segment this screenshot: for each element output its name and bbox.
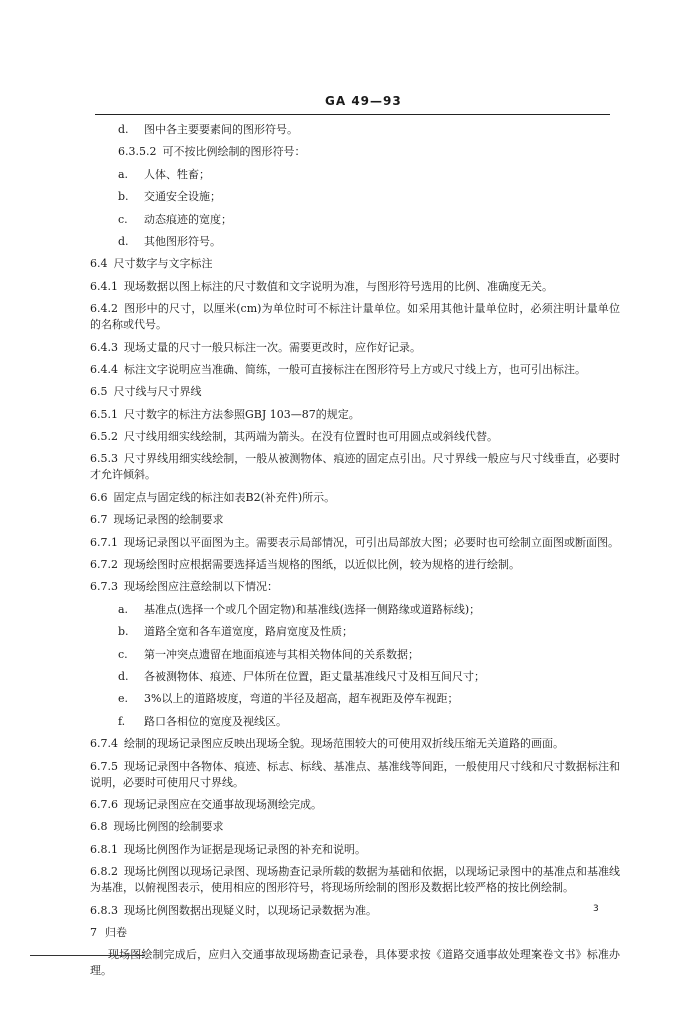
list-item — [90, 669, 620, 685]
clause-text: 尺寸数字与文字标注 — [113, 257, 213, 271]
clause-number: c. — [118, 212, 128, 226]
document-body — [90, 122, 620, 979]
clause-text: 现场比例图数据出现疑义时，以现场记录数据为准。 — [124, 903, 377, 917]
clause-number: 6.8.1 — [90, 842, 118, 856]
clause-text: 图形中的尺寸，以厘米(cm)为单位时可不标注计量单位。如采用其他计量单位时，必须注明计量单位的名称或代号。 — [90, 302, 620, 332]
clause-number: c. — [118, 647, 128, 661]
clause-number: a. — [118, 602, 129, 616]
clause — [90, 535, 620, 551]
clause — [90, 429, 620, 445]
clause-text: 尺寸数字的标注方法参照GBJ 103—87的规定。 — [124, 407, 360, 421]
clause-number: e. — [118, 692, 129, 706]
clause-text: 人体、牲畜； — [144, 167, 210, 181]
clause-number: 6.5.2 — [90, 430, 118, 444]
list-item — [90, 167, 620, 183]
clause — [90, 842, 620, 858]
clause-text: 现场比例图的绘制要求 — [113, 820, 224, 834]
clause-text: 标注文字说明应当准确、简练，一般可直接标注在图形符号上方或尺寸线上方，也可引出标注。 — [124, 362, 586, 376]
clause-number: d. — [118, 234, 129, 248]
clause-text: 3%以上的道路坡度，弯道的半径及超高，超车视距及停车视距； — [144, 692, 459, 706]
clause — [90, 279, 620, 295]
clause-number: 6.7.5 — [90, 759, 118, 773]
clause-number: 6.7.4 — [90, 737, 118, 751]
clause — [90, 903, 620, 919]
clause — [90, 797, 620, 813]
clause — [90, 144, 620, 160]
clause-number: d. — [118, 123, 129, 136]
clause-number: b. — [118, 625, 129, 639]
page-header — [95, 94, 610, 115]
clause-text: 尺寸界线用细实线绘制，一般从被测物体、痕迹的固定点引出。尺寸界线一般应与尺寸线垂直，必要时才允许倾斜。 — [90, 452, 620, 482]
clause-number: 7 — [90, 925, 97, 939]
clause — [90, 362, 620, 378]
clause — [90, 864, 620, 896]
clause-text: 道路全宽和各车道宽度，路肩宽度及性质； — [144, 625, 353, 639]
clause — [90, 579, 620, 595]
list-item — [90, 624, 620, 640]
page-number: 3 — [593, 904, 599, 914]
clause-number: 6.5.3 — [90, 452, 118, 466]
clause-text: 现场绘图应注意绘制以下情况： — [124, 580, 278, 594]
clause-number: 6.4.2 — [90, 302, 118, 316]
clause — [90, 512, 620, 528]
clause-text: 固定点与固定线的标注如表B2(补充件)所示。 — [113, 490, 336, 504]
clause-text: 现场比例图以现场记录图、现场勘查记录所载的数据为基础和依据，以现场记录图中的基准点和基准线为基准，以俯视图表示，使用相应的图形符号，将现场所绘制的图形及数据比较严格的按比例绘制。 — [90, 865, 620, 895]
clause — [90, 490, 620, 506]
list-item — [90, 714, 620, 730]
clause — [90, 384, 620, 400]
clause-text: 绘制的现场记录图应反映出现场全貌。现场范围较大的可使用双折线压缩无关道路的画面。 — [124, 737, 564, 751]
clause-text: 现场记录图中各物体、痕迹、标志、标线、基准点、基准线等间距，一般使用尺寸线和尺寸数据标注和说明，必要时可使用尺寸界线。 — [90, 759, 620, 789]
clause-number: f. — [118, 714, 126, 728]
clause-text: 图中各主要要素间的图形符号。 — [144, 123, 298, 136]
clause-text: 交通安全设施； — [144, 190, 221, 204]
clause-text: 现场数据以图上标注的尺寸数值和文字说明为准，与图形符号选用的比例、准确度无关。 — [124, 279, 553, 293]
clause-text: 现场记录图以平面图为主。需要表示局部情况，可引出局部放大图；必要时也可绘制立面图或断面图。 — [124, 535, 619, 549]
clause-text: 动态痕迹的宽度； — [144, 212, 232, 226]
clause-text: 基准点(选择一个或几个固定物)和基准线(选择一侧路缘或道路标线)； — [144, 602, 481, 616]
standard-code: GA 49—93 — [325, 94, 402, 108]
list-item — [90, 691, 620, 707]
clause-number: 6.4.3 — [90, 340, 118, 354]
list-item — [90, 234, 620, 250]
clause-text: 现场记录图应在交通事故现场测绘完成。 — [124, 797, 322, 811]
paragraph — [90, 947, 620, 979]
clause-number: b. — [118, 190, 129, 204]
clause-text: 现场图绘制完成后，应归入交通事故现场勘查记录卷，具体要求按《道路交通事故处理案卷文书》标准办理。 — [90, 948, 620, 978]
clause-number: 6.5.1 — [90, 407, 118, 421]
clause-text: 尺寸线与尺寸界线 — [113, 385, 202, 399]
clause-number: 6.8 — [90, 820, 108, 834]
clause — [90, 819, 620, 835]
clause — [90, 301, 620, 333]
clause-number: 6.7.3 — [90, 580, 118, 594]
clause-number: a. — [118, 167, 129, 181]
clause-text: 现场比例图作为证据是现场记录图的补充和说明。 — [124, 842, 366, 856]
clause-number: 6.7.2 — [90, 558, 118, 572]
clause — [90, 451, 620, 483]
clause-number: 6.4.4 — [90, 362, 118, 376]
list-item — [90, 647, 620, 663]
clause-text: 尺寸线用细实线绘制，其两端为箭头。在没有位置时也可用圆点或斜线代替。 — [124, 430, 498, 444]
section-heading — [90, 925, 620, 941]
list-item — [90, 122, 620, 138]
clause-number: 6.7.6 — [90, 797, 118, 811]
clause-text: 可不按比例绘制的图形符号： — [162, 145, 306, 159]
clause — [90, 736, 620, 752]
clause-number: 6.7.1 — [90, 535, 118, 549]
clause — [90, 407, 620, 423]
clause — [90, 759, 620, 791]
clause-number: 6.5 — [90, 385, 108, 399]
clause-text: 第一冲突点遗留在地面痕迹与其相关物体间的关系数据； — [144, 647, 419, 661]
clause-text: 现场记录图的绘制要求 — [113, 513, 224, 527]
list-item — [90, 212, 620, 228]
clause-text: 归卷 — [105, 925, 127, 939]
clause — [90, 340, 620, 356]
list-item — [90, 602, 620, 618]
clause-number: 6.7 — [90, 513, 108, 527]
clause-text: 现场丈量的尺寸一般只标注一次。需要更改时，应作好记录。 — [124, 340, 421, 354]
footer-rule — [30, 955, 145, 956]
clause-number: 6.3.5.2 — [118, 145, 157, 159]
clause-text: 其他图形符号。 — [144, 234, 221, 248]
clause — [90, 256, 620, 272]
clause-number: 6.4 — [90, 257, 108, 271]
clause-number: 6.4.1 — [90, 279, 118, 293]
clause — [90, 557, 620, 573]
clause-text: 现场绘图时应根据需要选择适当规格的图纸，以近似比例，较为规格的进行绘制。 — [124, 558, 520, 572]
list-item — [90, 189, 620, 205]
clause-number: 6.6 — [90, 490, 108, 504]
clause-text: 各被测物体、痕迹、尸体所在位置，距丈量基准线尺寸及相互间尺寸； — [144, 669, 485, 683]
clause-number: d. — [118, 669, 129, 683]
clause-number: 6.8.2 — [90, 865, 118, 879]
clause-number: 6.8.3 — [90, 903, 118, 917]
clause-text: 路口各相位的宽度及视线区。 — [144, 714, 287, 728]
